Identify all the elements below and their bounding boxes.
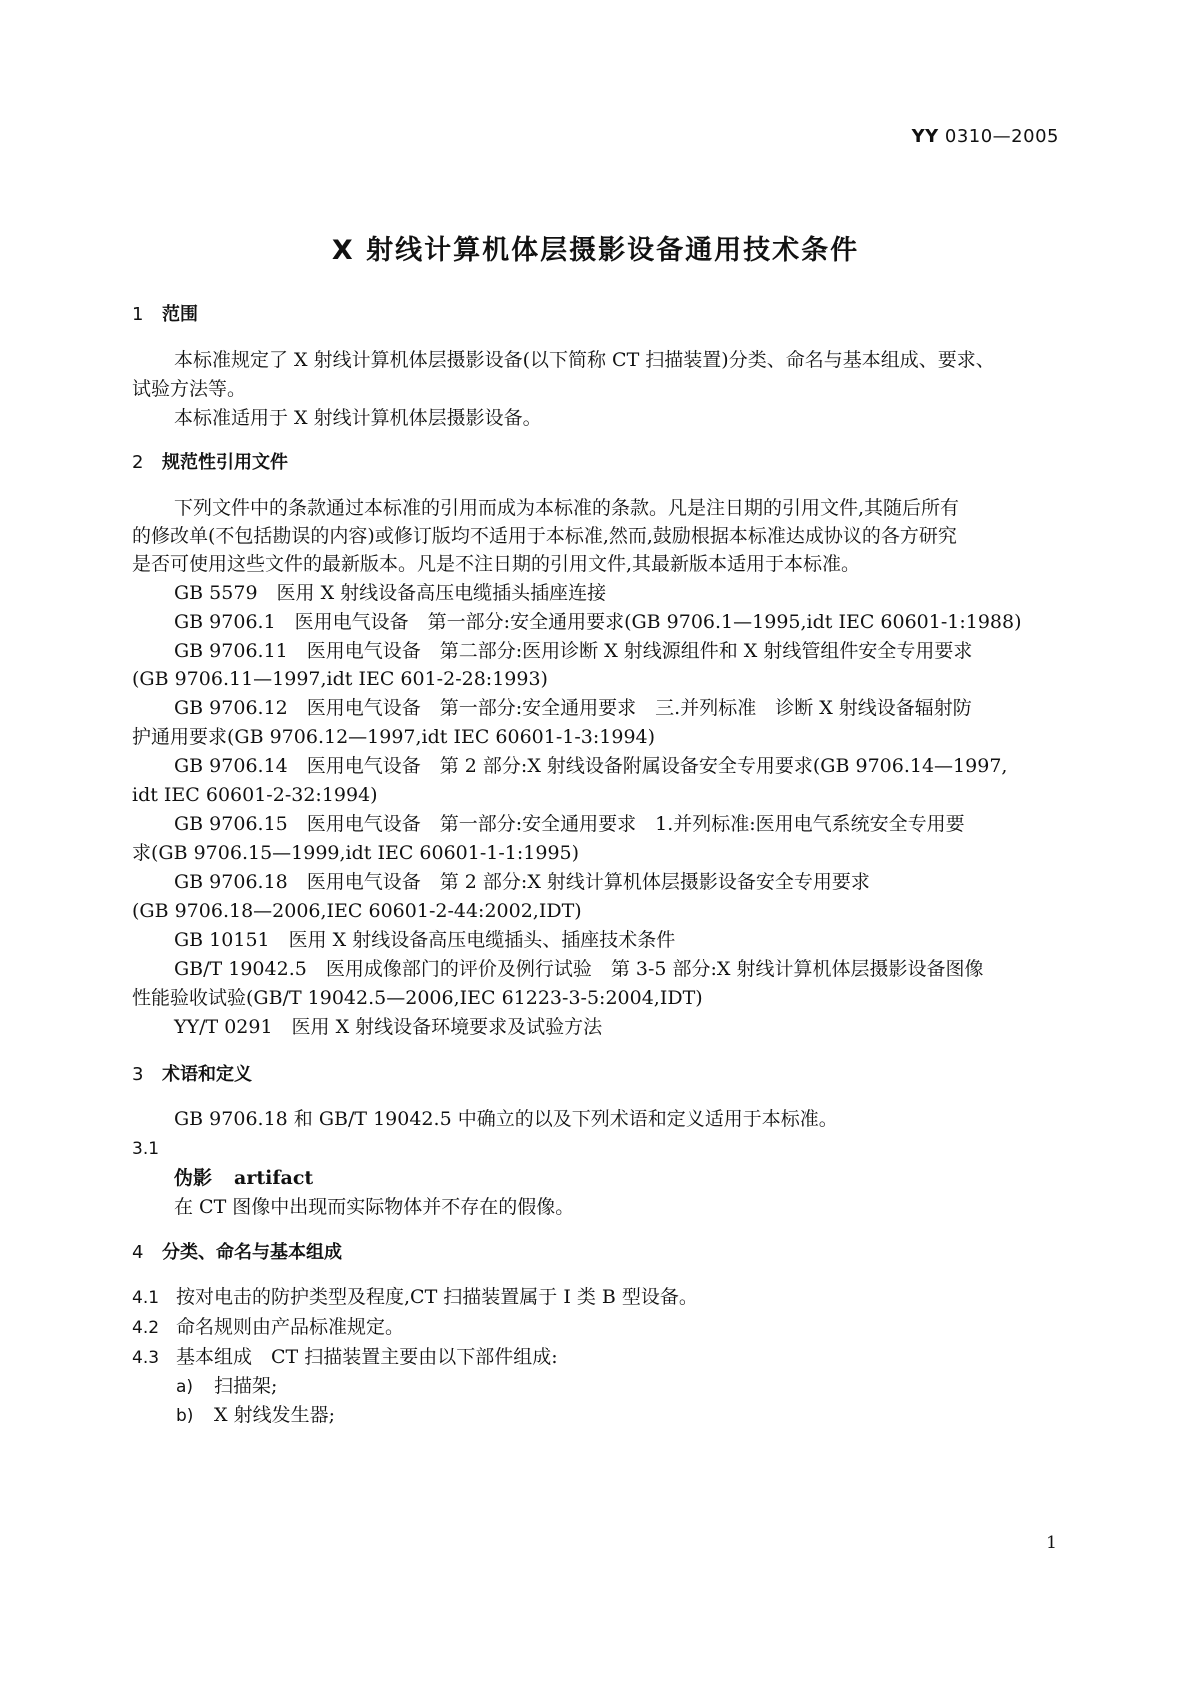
page-number: 1: [1046, 1533, 1057, 1553]
reference-item-continuation: 求(GB 9706.15—1999,idt IEC 60601-1-1:1995): [132, 842, 580, 864]
clause-item: [132, 1282, 698, 1313]
clause-number: 4.2: [132, 1318, 160, 1338]
reference-item: YY/T 0291 医用 X 射线设备环境要求及试验方法: [174, 1016, 603, 1038]
reference-item: GB 9706.14 医用电气设备 第 2 部分:X 射线设备附属设备安全专用要求(GB 9706.14—1997,: [174, 755, 1008, 777]
section-1-paragraph-1-line-2: 试验方法等。: [132, 378, 247, 400]
section-1-paragraph-2: 本标准适用于 X 射线计算机体层摄影设备。: [174, 407, 542, 429]
section-3-heading: [132, 1060, 252, 1090]
clause-number: 4.1: [132, 1288, 160, 1308]
term-english: artifact: [234, 1167, 314, 1189]
list-item: [176, 1400, 335, 1431]
list-label: a): [176, 1377, 194, 1397]
reference-item: GB 9706.15 医用电气设备 第一部分:安全通用要求 1.并列标准:医用电气系统安全专用要: [174, 813, 965, 835]
reference-item-continuation: (GB 9706.11—1997,idt IEC 601-2-28:1993): [132, 668, 548, 690]
reference-item-continuation: idt IEC 60601-2-32:1994): [132, 784, 378, 806]
document-title: X 射线计算机体层摄影设备通用技术条件: [331, 235, 860, 266]
section-2-intro-line-3: 是否可使用这些文件的最新版本。凡是不注日期的引用文件,其最新版本适用于本标准。: [132, 553, 861, 575]
section-number: 1: [132, 304, 144, 325]
subsection-number: 3.1: [132, 1139, 160, 1159]
standard-code-prefix: YY: [911, 126, 939, 147]
reference-item: GB 9706.1 医用电气设备 第一部分:安全通用要求(GB 9706.1—1995,idt IEC 60601-1:1988): [174, 611, 1022, 633]
section-title: 术语和定义: [162, 1064, 252, 1085]
section-1-heading: [132, 300, 198, 330]
standard-code: [912, 126, 1059, 147]
term-definition: 在 CT 图像中出现而实际物体并不存在的假像。: [174, 1196, 575, 1218]
reference-item-continuation: 性能验收试验(GB/T 19042.5—2006,IEC 61223-3-5:2004,IDT): [132, 987, 703, 1009]
section-title: 分类、命名与基本组成: [162, 1242, 342, 1263]
section-title: 规范性引用文件: [162, 452, 288, 473]
section-4-heading: [132, 1238, 342, 1268]
section-3-intro: GB 9706.18 和 GB/T 19042.5 中确立的以及下列术语和定义适用于本标准。: [174, 1108, 838, 1130]
reference-item: GB 9706.18 医用电气设备 第 2 部分:X 射线计算机体层摄影设备安全专用要求: [174, 871, 870, 893]
list-label: b): [176, 1406, 194, 1426]
section-number: 3: [132, 1064, 144, 1085]
clause-item: [132, 1342, 558, 1373]
reference-item: GB 5579 医用 X 射线设备高压电缆插头插座连接: [174, 582, 607, 604]
term-chinese: 伪影: [174, 1167, 213, 1189]
clause-text: 基本组成 CT 扫描装置主要由以下部件组成:: [176, 1346, 558, 1368]
list-text: 扫描架;: [214, 1375, 278, 1397]
clause-text: 命名规则由产品标准规定。: [176, 1316, 405, 1338]
section-number: 4: [132, 1242, 144, 1263]
reference-item: GB 9706.11 医用电气设备 第二部分:医用诊断 X 射线源组件和 X 射线管组件安全专用要求: [174, 640, 973, 662]
standard-code-number: 0310—2005: [944, 126, 1059, 147]
reference-item: GB 9706.12 医用电气设备 第一部分:安全通用要求 三.并列标准 诊断 X 射线设备辐射防: [174, 697, 972, 719]
section-2-intro-line-1: 下列文件中的条款通过本标准的引用而成为本标准的条款。凡是注日期的引用文件,其随后所有: [174, 497, 960, 519]
reference-item: GB/T 19042.5 医用成像部门的评价及例行试验 第 3-5 部分:X 射线计算机体层摄影设备图像: [174, 958, 984, 980]
reference-item: GB 10151 医用 X 射线设备高压电缆插头、插座技术条件: [174, 929, 676, 951]
clause-text: 按对电击的防护类型及程度,CT 扫描装置属于 I 类 B 型设备。: [176, 1286, 698, 1308]
section-1-paragraph-1-line-1: 本标准规定了 X 射线计算机体层摄影设备(以下简称 CT 扫描装置)分类、命名与基本组成、要求、: [174, 349, 995, 371]
section-number: 2: [132, 452, 144, 473]
clause-item: [132, 1312, 404, 1343]
section-2-heading: [132, 448, 288, 478]
clause-number: 4.3: [132, 1348, 160, 1368]
list-text: X 射线发生器;: [214, 1404, 335, 1426]
section-2-intro-line-2: 的修改单(不包括勘误的内容)或修订版均不适用于本标准,然而,鼓励根据本标准达成协议的各方研究: [132, 525, 957, 547]
reference-item-continuation: (GB 9706.18—2006,IEC 60601-2-44:2002,IDT): [132, 900, 582, 922]
term-entry: [174, 1163, 313, 1193]
list-item: [176, 1371, 277, 1402]
section-title: 范围: [162, 304, 198, 325]
reference-item-continuation: 护通用要求(GB 9706.12—1997,idt IEC 60601-1-3:1994): [132, 726, 656, 748]
